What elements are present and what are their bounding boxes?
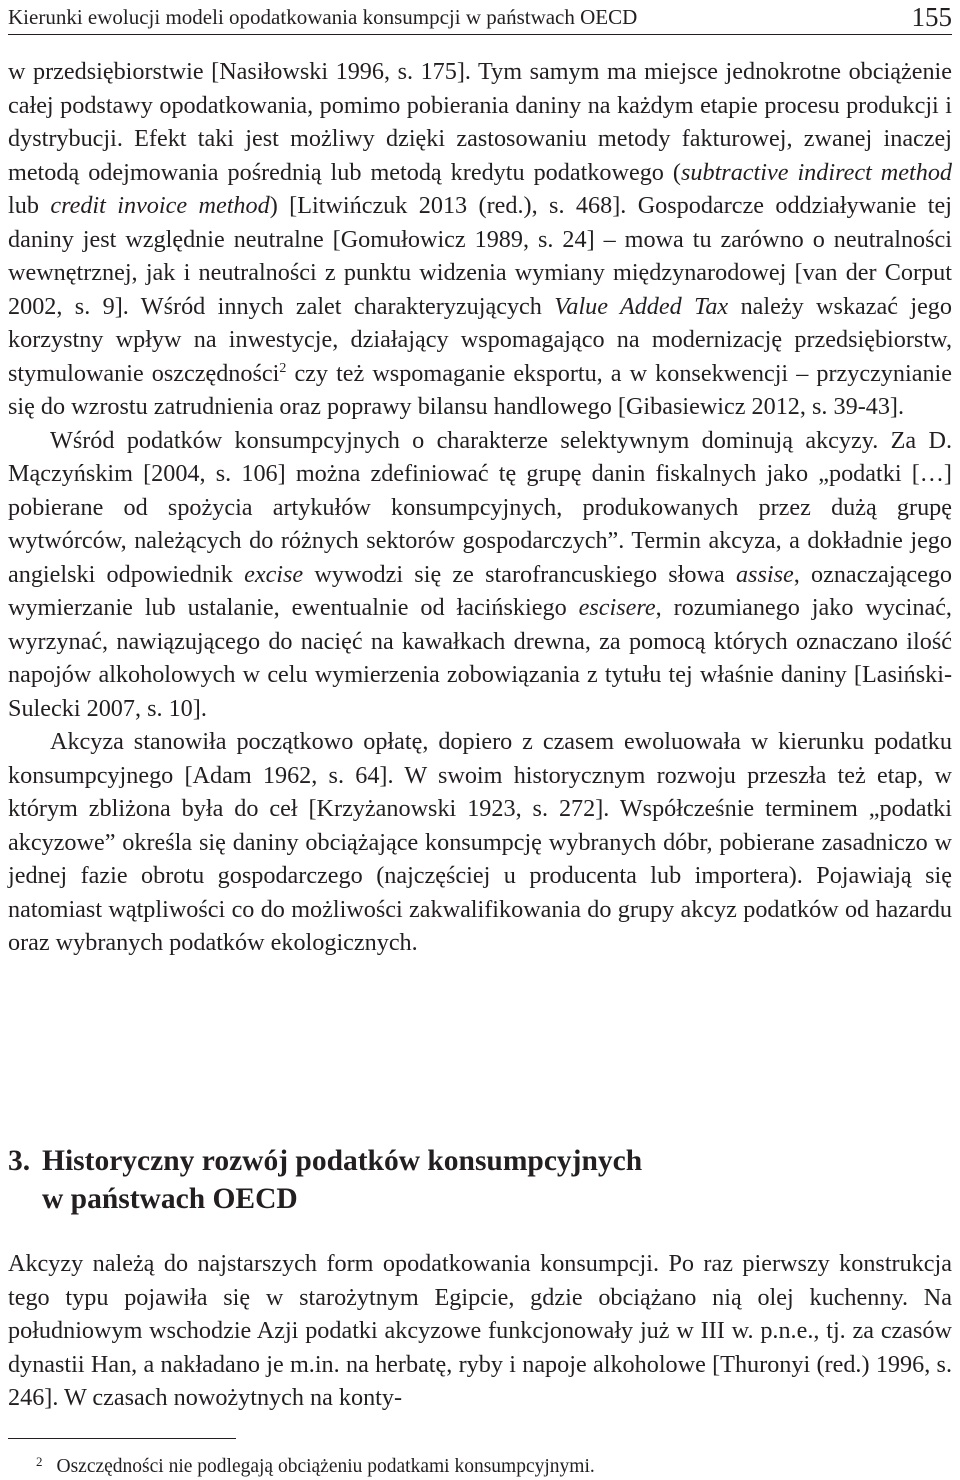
section-number: 3. [8,1145,31,1177]
running-header [8,0,952,35]
footnote-text: Oszczędności nie podlegają obciążeniu podatkami konsumpcyjnymi. [56,1456,595,1477]
paragraph-2 [8,424,952,726]
section-title-line-1: Historyczny rozwój podatków konsumpcyjnych [42,1145,643,1177]
text-run: Wśród podatków konsumpcyjnych o charakterze selektywnym dominują akcyzy. Za D. Mączyńskim [2004, s. 106] można zdefiniować tę grupę danin fiskalnych jako „podatki […] pobierane od spożycia artykułów konsumpcyjnych, produkowanych przez dużą grupę wytwórców, należących do różnych sektorów gospodarczych”. Termin akcyza, a dokładnie jego angielski odpowiednik [8,426,952,588]
italic-term: escisere [578,594,656,621]
page-number: 155 [911,1,952,32]
italic-term: assise [735,560,794,588]
text-run: , rozumianego jako wycinać, wyrzynać, nawiązującego do nacięć na kawałkach drewna, za pomocą których oznaczano ilość napojów alkoholowych w celu wymierzenia zobowiązania z tytułu tej właśnie daniny [Lasiński-Sulecki 2007, s. 10]. [8,594,952,722]
footnote-reference[interactable]: 2 [279,360,287,376]
footnote-marker: 2 [36,1454,43,1469]
section-heading [8,1142,952,1218]
text-run: ) [Litwińczuk 2013 (red.), s. 468]. Gospodarcze oddziaływanie tej daniny jest względnie neutralne [Gomułowicz 1989, s. 24] – mowa tu zarówno o neutralności wewnętrznej, jak i neutralności z punktu widzenia wymiany międzynarodowej [van der Corput 2002, s. 9]. Wśród innych zalet charakteryzujących [8,192,952,320]
italic-term: subtractive indirect method [680,158,953,186]
text-run: wywodzi się ze starofrancuskiego słowa [303,560,736,588]
italic-term: excise [244,560,304,588]
footnote [36,1450,595,1479]
text-run: w przedsiębiorstwie [Nasiłowski 1996, s. 175]. Tym samym ma miejsce jednokrotne obciążenie całej podstawy opodatkowania, pomimo pobierania daniny na każdym etapie procesu produkcji i dystrybucji. Efekt taki jest możliwy dzięki zastosowaniu metody fakturowej, zwanej inaczej metodą odejmowania pośrednią lub metodą kredytu podatkowego ( [8,58,952,186]
text-run: należy wskazać jego korzystny wpływ na inwestycje, działający wspomagająco na modernizację przedsiębiorstw, stymulowanie oszczędności [8,292,952,387]
paragraph-1 [8,55,952,424]
section-title-line-2: w państwach OECD [42,1183,298,1215]
text-run: , oznaczającego wymierzanie lub ustalanie, ewentualnie od łacińskiego [8,560,952,621]
text-run: czy też wspomaganie eksportu, a w konsekwencji – przyczynianie się do wzrostu zatrudnienia oraz poprawy bilansu handlowego [Gibasiewicz 2012, s. 39-43]. [8,359,952,420]
body-text-block [8,55,952,960]
body-text-block-2 [8,1247,952,1415]
paragraph-4: Akcyzy należą do najstarszych form opodatkowania konsumpcji. Po raz pierwszy konstrukcja tego typu pojawiła się w starożytnym Egipcie, gdzie obciążano nią olej kuchenny. Na południowym wschodzie Azji podatki akcyzowe funkcjonowały już w III w. p.n.e., tj. za czasów dynastii Han, a nakładano je m.in. na herbatę, ryby i napoje alkoholowe [Thuronyi (red.) 1996, s. 246]. W czasach nowożytnych na konty- [8,1250,952,1411]
italic-term: Value Added Tax [554,292,729,320]
italic-term: credit invoice method [50,192,270,219]
running-title: Kierunki ewolucji modeli opodatkowania konsumpcji w państwach OECD [8,4,638,29]
paragraph-3: Akcyza stanowiła początkowo opłatę, dopiero z czasem ewoluowała w kierunku podatku konsumpcyjnego [Adam 1962, s. 64]. W swoim historycznym rozwoju przeszła też etap, w którym zbliżona była do ceł [Krzyżanowski 1923, s. 272]. Współcześnie terminem „podatki akcyzowe” określa się daniny obciążające konsumpcję wybranych dóbr, pobierane zasadniczo w jednej fazie obrotu gospodarczego (najczęściej u producenta lub importera). Pojawiają się natomiast wątpliwości co do możliwości zakwalifikowania do grupy akcyz podatków od hazardu oraz wybranych podatków ekologicznych. [8,728,952,956]
text-run: lub [8,192,51,219]
footnote-divider [8,1438,236,1439]
